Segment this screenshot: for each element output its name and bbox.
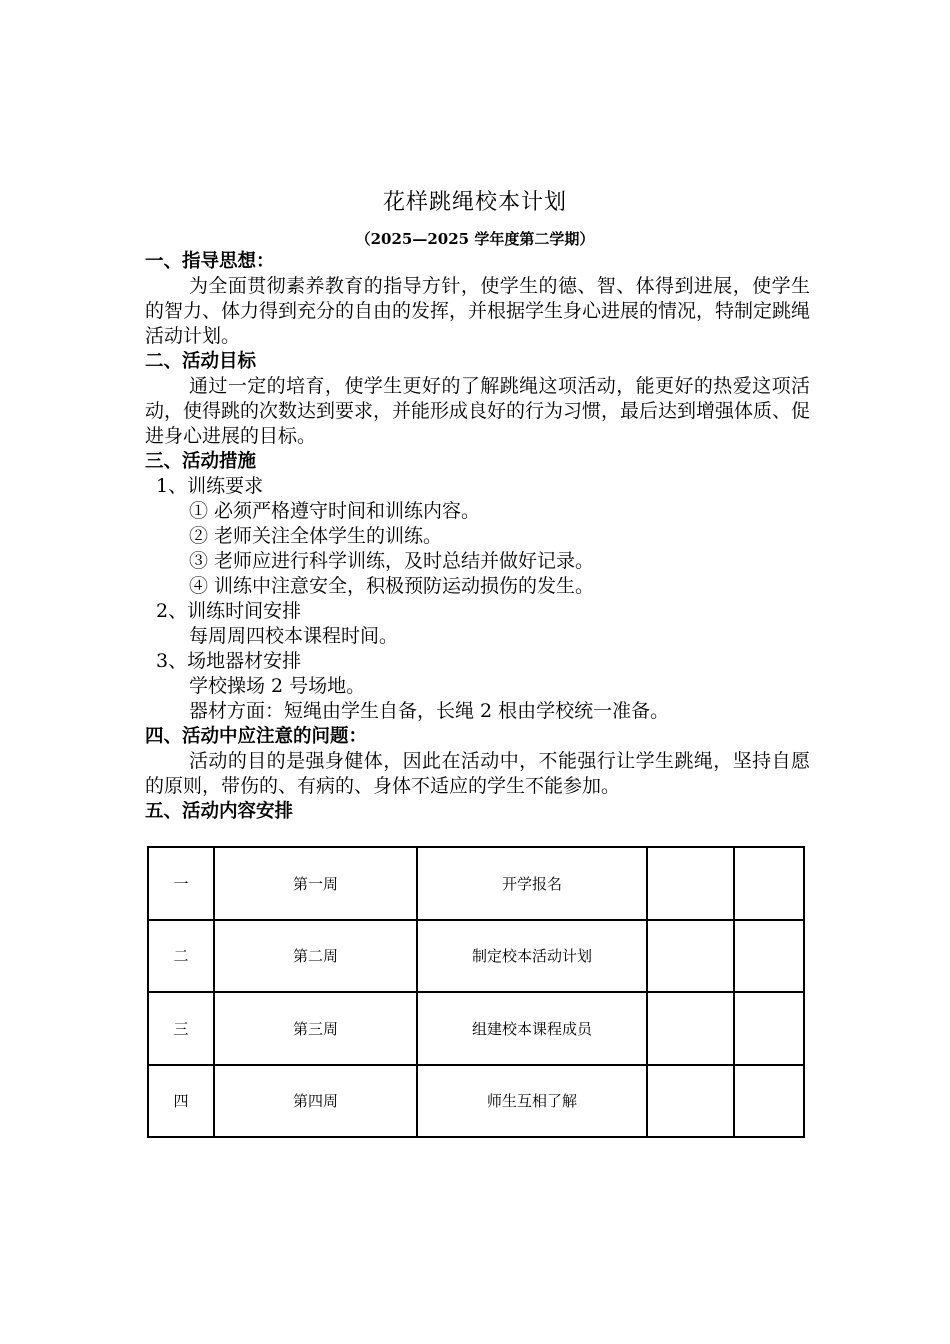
table-cell-week: 第一周 bbox=[214, 847, 417, 920]
list-item: ① 必须严格遵守时间和训练内容。 bbox=[189, 500, 481, 522]
table-cell-empty bbox=[734, 920, 804, 993]
document-title: 花样跳绳校本计划 bbox=[382, 190, 567, 215]
table-cell-content: 师生互相了解 bbox=[417, 1065, 647, 1138]
table-cell-empty bbox=[647, 992, 734, 1065]
schedule-table bbox=[147, 846, 805, 1138]
list-item: 器材方面：短绳由学生自备，长绳 2 根由学校统一准备。 bbox=[189, 700, 670, 722]
document-subtitle: （2025—2025 学年度第二学期） bbox=[355, 230, 595, 248]
table-cell-content: 制定校本活动计划 bbox=[417, 920, 647, 993]
table-cell-empty bbox=[734, 992, 804, 1065]
table-cell-week: 第四周 bbox=[214, 1065, 417, 1138]
section-text-goals: 通过一定的培育，使学生更好的了解跳绳这项活动，能更好的热爱这项活动，使得跳的次数达到要求，并能形成良好的行为习惯，最后达到增强体质、促进身心进展的目标。 bbox=[145, 375, 811, 447]
table-cell-empty bbox=[647, 847, 734, 920]
list-item: ④ 训练中注意安全，积极预防运动损伤的发生。 bbox=[189, 575, 595, 597]
list-item: 学校操场 2 号场地。 bbox=[189, 675, 366, 697]
document-body bbox=[145, 249, 810, 824]
table-cell-num: 三 bbox=[148, 992, 214, 1065]
section-text-guiding-idea: 为全面贯彻素养教育的指导方针，使学生的德、智、体得到进展，使学生的智力、体力得到充分的自由的发挥，并根据学生身心进展的情况，特制定跳绳活动计划。 bbox=[145, 275, 811, 347]
table-cell-empty bbox=[647, 1065, 734, 1138]
section-heading-measures: 三、活动措施 bbox=[145, 451, 257, 472]
table-cell-empty bbox=[734, 1065, 804, 1138]
table-cell-content: 组建校本课程成员 bbox=[417, 992, 647, 1065]
section-heading-goals: 二、活动目标 bbox=[145, 351, 257, 372]
section-heading-notes: 四、活动中应注意的问题： bbox=[145, 726, 368, 747]
subheading-training-requirements: 1、训练要求 bbox=[156, 475, 264, 497]
section-text-notes: 活动的目的是强身健体，因此在活动中，不能强行让学生跳绳，坚持自愿的原则，带伤的、有病的、身体不适应的学生不能参加。 bbox=[145, 750, 810, 797]
table-cell-empty bbox=[647, 920, 734, 993]
section-heading-guiding-idea: 一、指导思想： bbox=[145, 251, 275, 272]
list-item: 每周周四校本课程时间。 bbox=[189, 625, 399, 647]
section-heading-content-plan: 五、活动内容安排 bbox=[145, 801, 294, 822]
table-cell-week: 第三周 bbox=[214, 992, 417, 1065]
table-row bbox=[148, 920, 804, 993]
subheading-training-schedule: 2、训练时间安排 bbox=[156, 600, 302, 622]
list-item: ② 老师关注全体学生的训练。 bbox=[189, 525, 443, 547]
table-row bbox=[148, 1065, 804, 1138]
table-cell-num: 一 bbox=[148, 847, 214, 920]
table-cell-num: 四 bbox=[148, 1065, 214, 1138]
subheading-venue-equipment: 3、场地器材安排 bbox=[156, 650, 302, 672]
table-cell-num: 二 bbox=[148, 920, 214, 993]
table-row bbox=[148, 992, 804, 1065]
table-cell-empty bbox=[734, 847, 804, 920]
list-item: ③ 老师应进行科学训练，及时总结并做好记录。 bbox=[189, 550, 595, 572]
table-cell-week: 第二周 bbox=[214, 920, 417, 993]
table-row bbox=[148, 847, 804, 920]
table-cell-content: 开学报名 bbox=[417, 847, 647, 920]
